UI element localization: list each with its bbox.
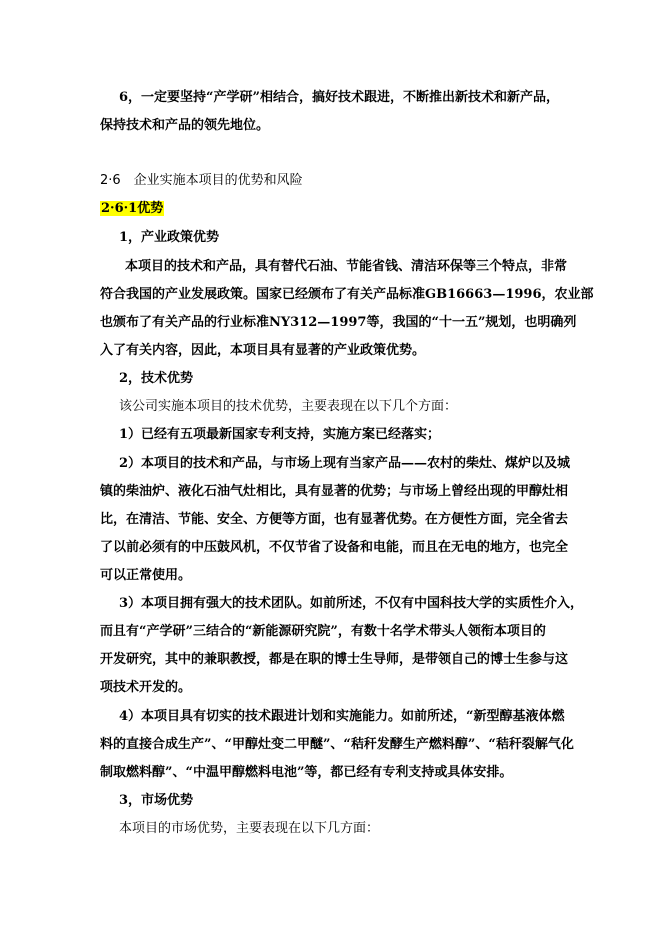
paragraph-line: 项技术开发的。 (100, 680, 192, 695)
highlighted-heading-text: 2·6·1优势 (101, 201, 164, 216)
paragraph-line: 6，一定要坚持“产学研”相结合，搞好技术跟进，不断推出新技术和新产品， (119, 90, 560, 105)
paragraph-line: 保持技术和产品的领先地位。 (100, 118, 270, 133)
paragraph-line: 该公司实施本项目的技术优势，主要表现在以下几个方面： (119, 399, 458, 414)
paragraph-line: 了以前必须有的中压鼓风机，不仅节省了设备和电能，而且在无电的地方，也完全 (100, 540, 569, 555)
item-title: 2，技术优势 (119, 371, 194, 386)
paragraph-line: 2）本项目的技术和产品，与市场上现有当家产品——农村的柴灶、煤炉以及城 (119, 456, 571, 471)
item-title: 3，市场优势 (119, 793, 194, 808)
paragraph-line: 也颁布了有关产品的行业标准NY312—1997等，我国的“十一五”规划，也明确列 (100, 315, 577, 330)
subsection-heading (100, 200, 164, 218)
paragraph-line: 1）已经有五项最新国家专利支持，实施方案已经落实； (119, 427, 441, 442)
paragraph-line: 本项目的市场优势，主要表现在以下几方面： (119, 821, 380, 836)
paragraph-line: 料的直接合成生产”、“甲醇灶变二甲醚”、“秸秆发酵生产燃料醇”、“秸秆裂解气化 (100, 737, 574, 752)
section-heading: 2·6 企业实施本项目的优势和风险 (100, 173, 303, 188)
paragraph-line: 开发研究，其中的兼职教授，都是在职的博士生导师，是带领自己的博士生参与这 (100, 652, 569, 667)
paragraph-line: 符合我国的产业发展政策。国家已经颁布了有关产品标准GB16663—1996，农业部 (100, 287, 594, 302)
item-title: 1，产业政策优势 (119, 230, 220, 245)
paragraph-line: 比，在清洁、节能、安全、方便等方面，也有显著优势。在方便性方面，完全省去 (100, 512, 569, 527)
paragraph-line: 4）本项目具有切实的技术跟进计划和实施能力。如前所述，“新型醇基液体燃 (119, 709, 565, 724)
paragraph-line: 而且有“产学研”三结合的“新能源研究院”，有数十名学术带头人领衔本项目的 (100, 624, 546, 639)
paragraph-line: 镇的柴油炉、液化石油气灶相比，具有显著的优势；与市场上曾经出现的甲醇灶相 (100, 484, 569, 499)
paragraph-line: 制取燃料醇”、“中温甲醇燃料电池”等，都已经有专利支持或具体安排。 (100, 765, 513, 780)
paragraph-line: 3）本项目拥有强大的技术团队。如前所述，不仅有中国科技大学的实质性介入， (119, 596, 584, 611)
paragraph-line: 可以正常使用。 (100, 568, 192, 583)
paragraph-line: 本项目的技术和产品，具有替代石油、节能省钱、清洁环保等三个特点，非常 (125, 259, 568, 274)
paragraph-line: 入了有关内容，因此，本项目具有显著的产业政策优势。 (100, 343, 426, 358)
